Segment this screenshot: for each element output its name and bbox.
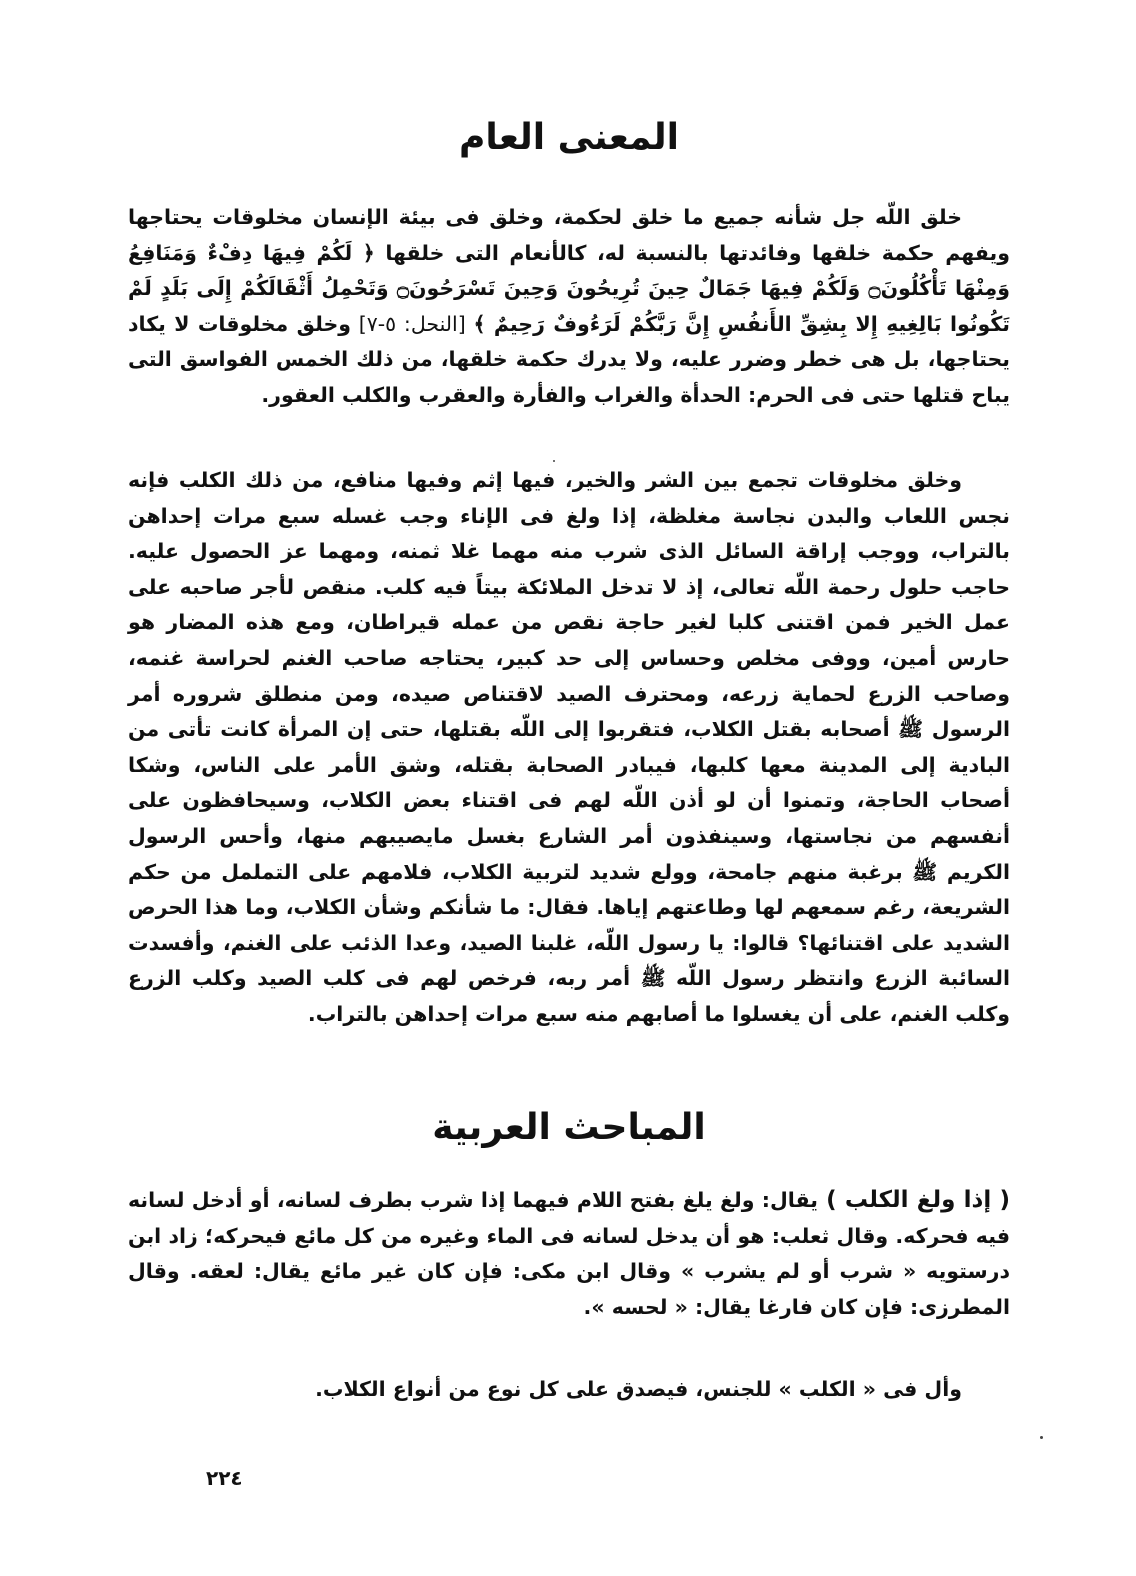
paragraph-arabic-studies-1 (128, 1183, 1010, 1325)
section-title-general-meaning: المعنى العام (458, 117, 680, 158)
paragraph-general-meaning-1 (128, 200, 1010, 414)
paragraph-arabic-studies-2 (128, 1372, 1010, 1408)
scan-speck (1040, 1436, 1043, 1439)
document-page (128, 0, 1010, 1576)
scan-speck (553, 460, 555, 462)
paragraph-text: وخلق مخلوقات تجمع بين الشر والخير، فيها إثم وفيها منافع، من ذلك الكلب فإنه نجس اللعاب والبدن نجاسة مغلظة، إذا ولغ فى الإناء وجب غسله سبع مرات إحداهن بالتراب، ووجب إراقة السائل الذى شرب منه مهما غلا ثمنه، ومهما عز الحصول عليه. حاجب حلول رحمة اللّه تعالى، إذ لا تدخل الملائكة بيتاً فيه كلب. منقص لأجر صاحبه على عمل الخير فمن اقتنى كلبا لغير حاجة نقص من عمله قيراطان، ومع هذه المضار هو حارس أمين، ووفى مخلص وحساس إلى حد كبير، يحتاجه صاحب الغنم لحراسة غنمه، وصاحب الزرع لحماية زرعه، ومحترف الصيد لاقتناص صيده، ومن منطلق شروره أمر الرسول ﷺ أصحابه بقتل الكلاب، فتقربوا إلى اللّه بقتلها، حتى إن المرأة كانت تأتى من البادية إلى المدينة معها كلبها، فيبادر الصحابة بقتله، وشق الأمر على الناس، وشكا أصحاب الحاجة، وتمنوا أن لو أذن اللّه لهم فى اقتناء بعض الكلاب، وسيحافظون على أنفسهم من نجاستها، وسينفذون أمر الشارع بغسل مايصيبهم منها، وأحس الرسول الكريم ﷺ برغبة منهم جامحة، وولع شديد لتربية الكلاب، فلامهم على التململ من حكم الشريعة، رغم سمعهم لها وطاعتهم إياها. فقال: ما شأنكم وشأن الكلاب، وما هذا الحرص الشديد على اقتنائها؟ قالوا: يا رسول اللّه، غلبنا الصيد، وعدا الذئب على الغنم، وأفسدت السائبة الزرع وانتظر رسول اللّه ﷺ أمر ربه، فرخص لهم فى كلب الصيد وكلب الزرع وكلب الغنم، على أن يغسلوا ما أصابهم منه سبع مرات إحداهن بالتراب. (128, 468, 1010, 1026)
verse-reference: [النحل: ٥-٧] (350, 311, 474, 336)
paragraph-general-meaning-2 (128, 463, 1010, 1033)
defined-term: ( إذا ولغ الكلب ) (817, 1187, 1010, 1213)
quran-verse: ﴿ لَكُمْ فِيهَا دِفْءٌ وَمَنَافِعُ وَمِنْهَا تَأْكُلُونَ۝ وَلَكُمْ فِيهَا جَمَالٌ حِينَ تُرِيحُونَ وَحِينَ تَسْرَحُونَ۝ وَتَحْمِلُ أَثْقَالَكُمْ إِلَى بَلَدٍ لَمْ تَكُونُوا بَالِغِيهِ إِلا بِشِقِّ الأَنفُسِ إِنَّ رَبَّكُمْ لَرَءُوفٌ رَحِيمٌ ﴾ (128, 240, 1011, 336)
paragraph-text: خلق اللّه جل شأنه جميع ما خلق لحكمة، وخلق فى بيئة الإنسان مخلوقات يحتاجها ويفهم حكمة خلقها وفائدتها بالنسبة له، كالأنعام التى خلقها (128, 205, 1010, 265)
paragraph-text: يقال: ولغ يلغ بفتح اللام فيهما إذا شرب بطرف لسانه، أو أدخل لسانه فيه فحركه. وقال ثعلب: هو أن يدخل لسانه فى الماء وغيره من كل مائع فيحركه؛ زاد ابن درستويه « شرب أو لم يشرب » وقال ابن مكى: فإن كان غير مائع يقال: لعقه. وقال المطرزى: فإن كان فارغا يقال: « لحسه ». (128, 1188, 1010, 1319)
paragraph-text: وأل فى « الكلب » للجنس، فيصدق على كل نوع من أنواع الكلاب. (315, 1377, 962, 1401)
section-title-arabic-studies: المباحث العربية (432, 1107, 706, 1148)
paragraph-text: وخلق مخلوقات لا يكاد يحتاجها، بل هى خطر وضرر عليه، ولا يدرك حكمة خلقها، من ذلك الخمس الفواسق التى يباح قتلها حتى فى الحرم: الحدأة والغراب والفأرة والعقرب والكلب العقور. (128, 311, 1010, 407)
page-number: ٢٢٤ (206, 1466, 243, 1490)
